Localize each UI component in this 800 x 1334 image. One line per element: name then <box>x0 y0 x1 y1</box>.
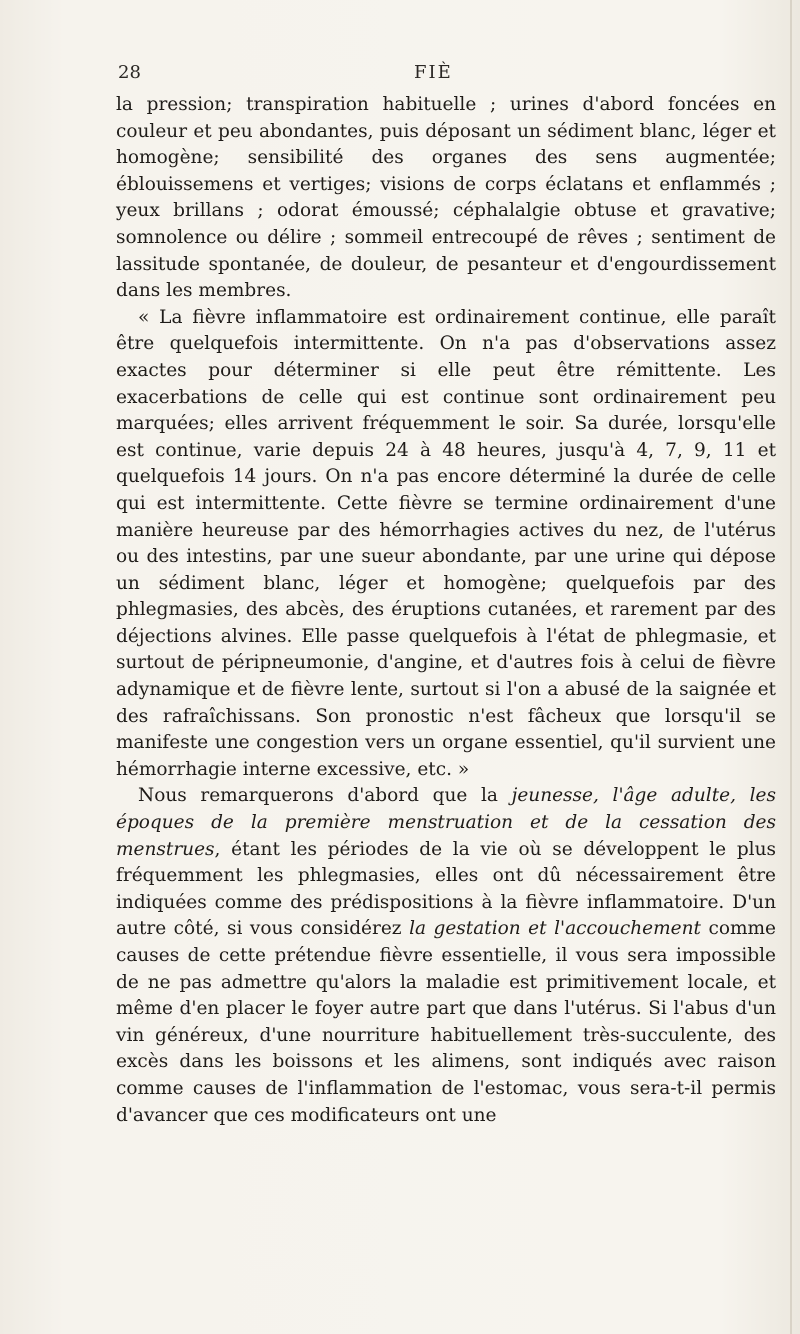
running-title: FIÈ <box>414 62 453 83</box>
paragraph-commentary <box>116 783 776 1129</box>
commentary-italic-1: jeunesse, l'âge adulte, les époques de la première menstruation et de la cessation des menstrues <box>116 785 776 860</box>
commentary-text-3: comme causes de cette prétendue fièvre essentielle, il vous sera impossible de ne pas admettre qu'alors la maladie est primitivement locale, et même d'en placer le foyer autre part que dans l'utérus. Si l'abus d'un vin généreux, d'une nourriture habituellement très-succulente, des excès dans les boissons et les alimens, sont indiqués avec raison comme causes de l'inflammation de l'estomac, vous sera-t-il permis d'avancer que ces modificateurs ont une <box>116 918 776 1126</box>
page-number: 28 <box>118 62 141 83</box>
page-header <box>118 62 778 94</box>
commentary-text-2: , étant les périodes de la vie où se développent le plus fréquemment les phlegmasies, elles ont dû nécessairement être indiquées comme des prédispositions à la fièvre inflammatoire. D'un autre côté, si vous considérez <box>116 838 776 940</box>
page-text <box>116 92 776 1129</box>
commentary-text-1: Nous remarquerons d'abord que la <box>138 785 512 807</box>
page-edge <box>790 0 792 1334</box>
paragraph-symptoms: la pression; transpiration habituelle ; urines d'abord foncées en couleur et peu abondantes, puis déposant un sédiment blanc, léger et homogène; sensibilité des organes des sens augmentée; éblouissemens et vertiges; visions de corps éclatans et enflammés ; yeux brillans ; odorat émoussé; céphalalgie obtuse et gravative; somnolence ou délire ; sommeil entrecoupé de rêves ; sentiment de lassitude spontanée, de douleur, de pesanteur et d'engourdissement dans les membres. <box>116 94 776 302</box>
paragraph-quotation: « La fièvre inflammatoire est ordinairement continue, elle paraît être quelquefois intermittente. On n'a pas d'observations assez exactes pour déterminer si elle peut être rémittente. Les exacerbations de celle qui est continue sont ordinairement peu marquées; elles arrivent fréquemment le soir. Sa durée, lorsqu'elle est continue, varie depuis 24 à 48 heures, jusqu'à 4, 7, 9, 11 et quelquefois 14 jours. On n'a pas encore déterminé la durée de celle qui est intermittente. Cette fièvre se termine ordinairement d'une manière heureuse par des hémorrhagies actives du nez, de l'utérus ou des intestins, par une sueur abondante, par une urine qui dépose un sédiment blanc, léger et homogène; quelquefois par des phlegmasies, des abcès, des éruptions cutanées, et rarement par des déjections alvines. Elle passe quelquefois à l'état de phlegmasie, et surtout de péripneumonie, d'angine, et d'autres fois à celui de fièvre adynamique et de fièvre lente, surtout si l'on a abusé de la saignée et des rafraîchissans. Son pronostic n'est fâcheux que lorsqu'il se manifeste une congestion vers un organe essentiel, qu'il survient une hémorrhagie interne excessive, etc. » <box>116 306 776 780</box>
commentary-italic-2: la gestation et l'accouchement <box>409 918 701 940</box>
